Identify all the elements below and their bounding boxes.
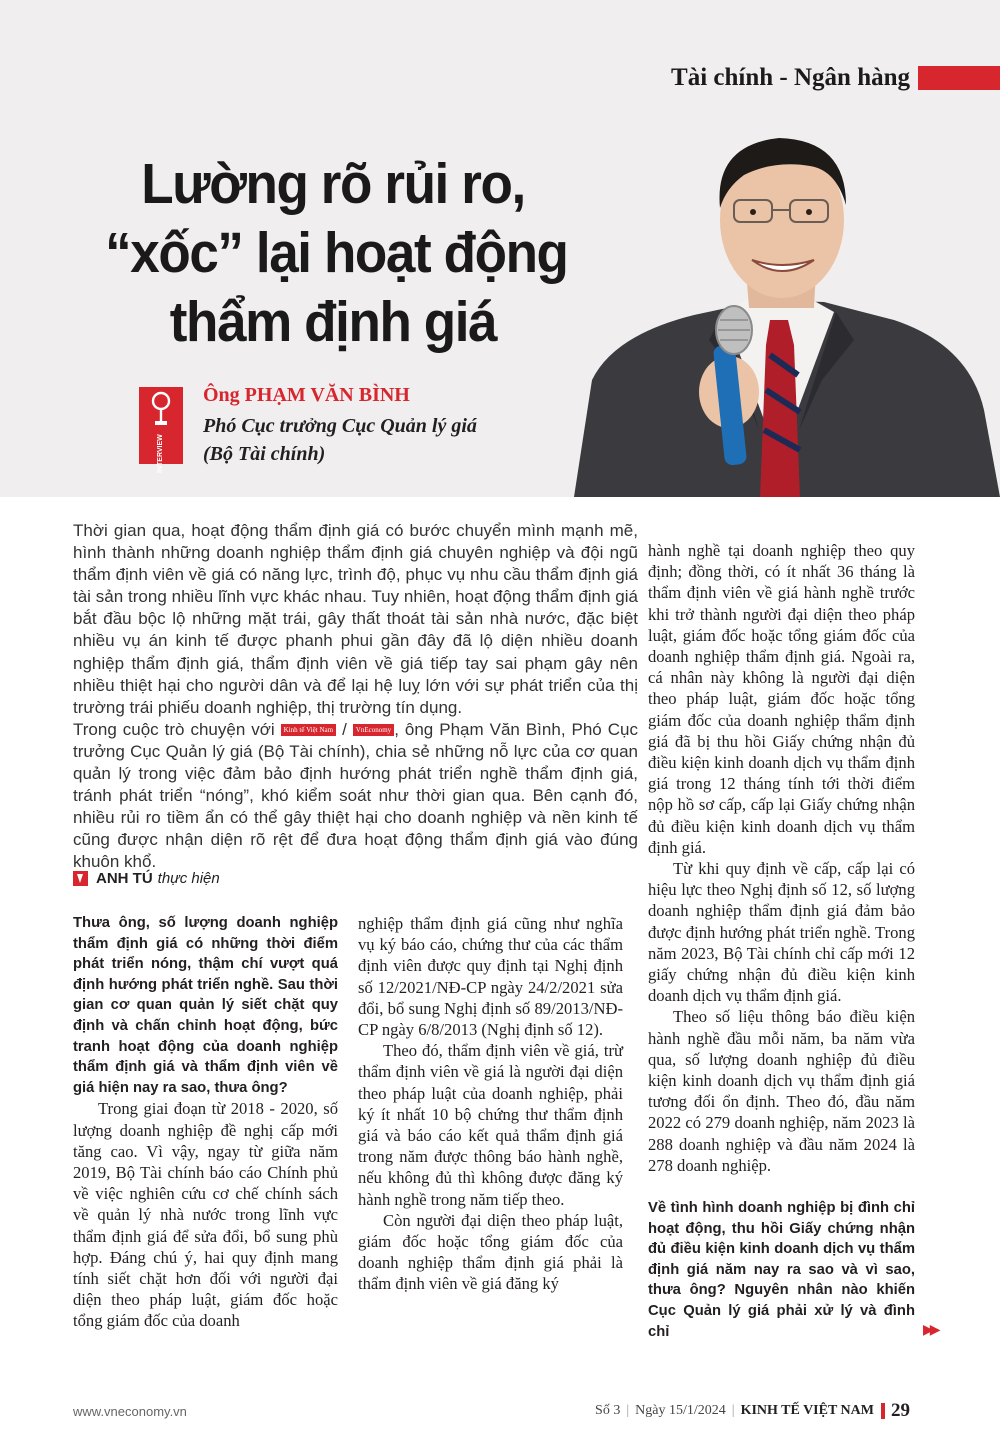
answer-1-paragraph-6: Từ khi quy định về cấp, cấp lại có hiệu lực theo Nghị định số 12, số lượng doanh nghiệp thẩm định giá đảm bảo được định hướng phát triển nghề. Trong năm 2023, Bộ Tài chính chỉ cấp mới 12 giấy chứng nhận đủ điều kiện kinh doanh dịch vụ thẩm định giá. [648, 859, 915, 1006]
interviewee-name: Ông PHẠM VĂN BÌNH [203, 384, 410, 406]
kinh-te-viet-nam-logo: Kinh tế Việt Nam [281, 724, 336, 736]
byline [73, 870, 220, 887]
answer-1-paragraph-2: nghiệp thẩm định giá cũng như nghĩa vụ ký báo cáo, chứng thư của các thẩm định viên được quy định tại Nghị định số 12/2021/NĐ-CP ngày 24/2/2021 sửa đổi, bổ sung Nghị định số 89/2013/NĐ-CP ngày 6/8/2013 (Nghị định số 12). [358, 914, 623, 1040]
interviewee-photo [574, 130, 1000, 497]
footer-website[interactable]: www.vneconomy.vn [73, 1404, 187, 1419]
headline-line-2: “xốc” lại hoạt động [105, 221, 568, 285]
column-3 [648, 540, 915, 1342]
hero-banner [0, 0, 1000, 497]
answer-1-paragraph-7: Theo số liệu thông báo điều kiện hành nghề đầu mỗi năm, ba năm vừa qua, số lượng doanh nghiệp đủ điều kiện kinh doanh dịch vụ thẩm định giá tương đối ổn định. Theo đó, đầu năm 2022 có 279 doanh nghiệp, năm 2023 là 288 doanh nghiệp và đầu năm 2024 là 278 doanh nghiệp. [648, 1007, 915, 1175]
footer-separator: | [626, 1403, 630, 1418]
headline-line-1: Lường rõ rủi ro, [141, 152, 525, 216]
question-2: Về tình hình doanh nghiệp bị đình chỉ hoạt động, thu hồi Giấy chứng nhận đủ điều kiện kinh doanh dịch vụ thẩm định giá năm nay ra sao và vì sao, thưa ông? Nguyên nhân nào khiến Cục Quản lý giá phải xử lý và đình chỉ [648, 1200, 915, 1340]
section-title: Tài chính - Ngân hàng [671, 64, 910, 91]
interviewee-title-line-1: Phó Cục trưởng Cục Quản lý giá [203, 415, 477, 437]
footer-accent-bar [881, 1403, 885, 1419]
vneconomy-logo: VnEconomy [353, 724, 394, 736]
intro-paragraph-2-start: Trong cuộc trò chuyện với [73, 719, 275, 739]
column-1 [73, 913, 338, 1332]
logo-separator: / [342, 719, 347, 739]
intro-paragraph-1: Thời gian qua, hoạt động thẩm định giá có bước chuyển mình mạnh mẽ, hình thành những doanh nghiệp thẩm định giá chuyên nghiệp và đội ngũ thẩm định viên về giá có năng lực, trình độ, phục vụ nhu cầu thẩm định giá tài sản trong nhiều lĩnh vực khác nhau. Tuy nhiên, hoạt động thẩm định giá bắt đầu bộc lộ những mặt trái, gây thất thoát tài sản nhà nước, đặc biệt nhiều vụ án kinh tế được phanh phui gần đây đã lộ diện nhiều doanh nghiệp thẩm định giá, thẩm định viên về giá tiếp tay sai phạm gây nên nhiều thiệt hại cho người dân và để lại hệ luỵ lớn với sự phát triển của thị trường trái phiếu doanh nghiệp, thị trường tín dụng. [73, 521, 638, 717]
answer-1-paragraph-1: Trong giai đoạn từ 2018 - 2020, số lượng doanh nghiệp đề nghị cấp mới tăng cao. Vì vậy, ngay từ giữa năm 2019, Bộ Tài chính báo cáo Chính phủ về việc nghiên cứu cơ chế chính sách về quản lý nhà nước trong lĩnh vực thẩm định giá để sửa đổi, bổ sung phù hợp. Đáng chú ý, hai quy định mang tính siết chặt hơn đối với người đại diện theo pháp luật, giám đốc hoặc tổng giám đốc của doanh [73, 1099, 338, 1331]
section-label [671, 64, 1000, 92]
footer-publication: KINH TẾ VIỆT NAM [740, 1403, 874, 1418]
footer-issue: Số 3 [595, 1403, 621, 1418]
answer-1-paragraph-3: Theo đó, thẩm định viên về giá, trừ thẩm định viên về giá là người đại diện theo pháp luật của doanh nghiệp, phải ký ít nhất 10 bộ chứng thư thẩm định giá và báo cáo kết quả thẩm định giá trong năm được thông báo hành nghề, nếu không đủ thì không được đăng ký hành nghề trong năm tiếp theo. [358, 1041, 623, 1209]
interviewee-title-line-2: (Bộ Tài chính) [203, 443, 326, 465]
column-2 [358, 913, 623, 1295]
pen-icon [73, 871, 88, 886]
footer-separator: | [731, 1403, 735, 1418]
interviewee-title [203, 412, 543, 468]
author-role: thực hiện [157, 870, 220, 887]
author-name: ANH TÚ [96, 870, 153, 887]
interview-icon-label: INTERVIEW [157, 434, 164, 473]
answer-1-paragraph-4: Còn người đại diện theo pháp luật, giám đốc hoặc tổng giám đốc của doanh nghiệp thẩm định giá phải là thẩm định viên về giá đăng ký [358, 1210, 623, 1294]
headline-line-3: thẩm định giá [169, 290, 497, 354]
footer-date: Ngày 15/1/2024 [635, 1403, 726, 1418]
section-accent-bar [918, 66, 1000, 90]
interview-microphone-icon [139, 387, 183, 473]
footer-issue-info [595, 1400, 910, 1422]
question-1: Thưa ông, số lượng doanh nghiệp thẩm định giá có những thời điểm phát triển nóng, thậm chí vượt quá định hướng phát triển nghề. Sau thời gian cơ quan quản lý siết chặt quy định và chấn chỉnh hoạt động, bức tranh hoạt động của doanh nghiệp thẩm định giá và thẩm định viên về giá hiện nay ra sao, thưa ông? [73, 915, 338, 1096]
intro-paragraph-2 [73, 719, 638, 874]
intro-paragraph-2-rest: , ông Phạm Văn Bình, Phó Cục trưởng Cục Quản lý giá (Bộ Tài chính), chia sẻ những nỗ lực của cơ quan quản lý trong việc đảm bảo định hướng phát triển nghề thẩm định giá, tránh phát triển “nóng”, khó kiểm soát như thời gian qua. Bên cạnh đó, nhiều rủi ro tiềm ẩn có thể gây thiệt hại cho doanh nghiệp và nền kinh tế cũng được nhận diện rõ rệt để đưa hoạt động thẩm định giá vào đúng khuôn khổ. [73, 719, 638, 872]
page-number: 29 [891, 1400, 910, 1421]
answer-1-paragraph-5: hành nghề tại doanh nghiệp theo quy định; đồng thời, có ít nhất 36 tháng là thẩm định viên về giá hành nghề trước khi trở thành người đại diện theo pháp luật, giám đốc hoặc tổng giám đốc của doanh nghiệp thẩm định giá. Ngoài ra, cá nhân này không là người đại diện theo pháp luật, giám đốc hoặc tổng giám đốc của doanh nghiệp thẩm định giá đã bị thu hồi Giấy chứng nhận đủ điều kiện kinh doanh dịch vụ thẩm định giá trong 12 tháng tính tới thời điểm nộp hồ sơ cấp, cấp lại Giấy chứng nhận đủ điều kiện kinh doanh dịch vụ thẩm định giá. [648, 541, 915, 857]
article-intro [73, 520, 638, 874]
continued-arrow-icon: ▶▶ [923, 1322, 937, 1338]
headline [105, 150, 568, 357]
